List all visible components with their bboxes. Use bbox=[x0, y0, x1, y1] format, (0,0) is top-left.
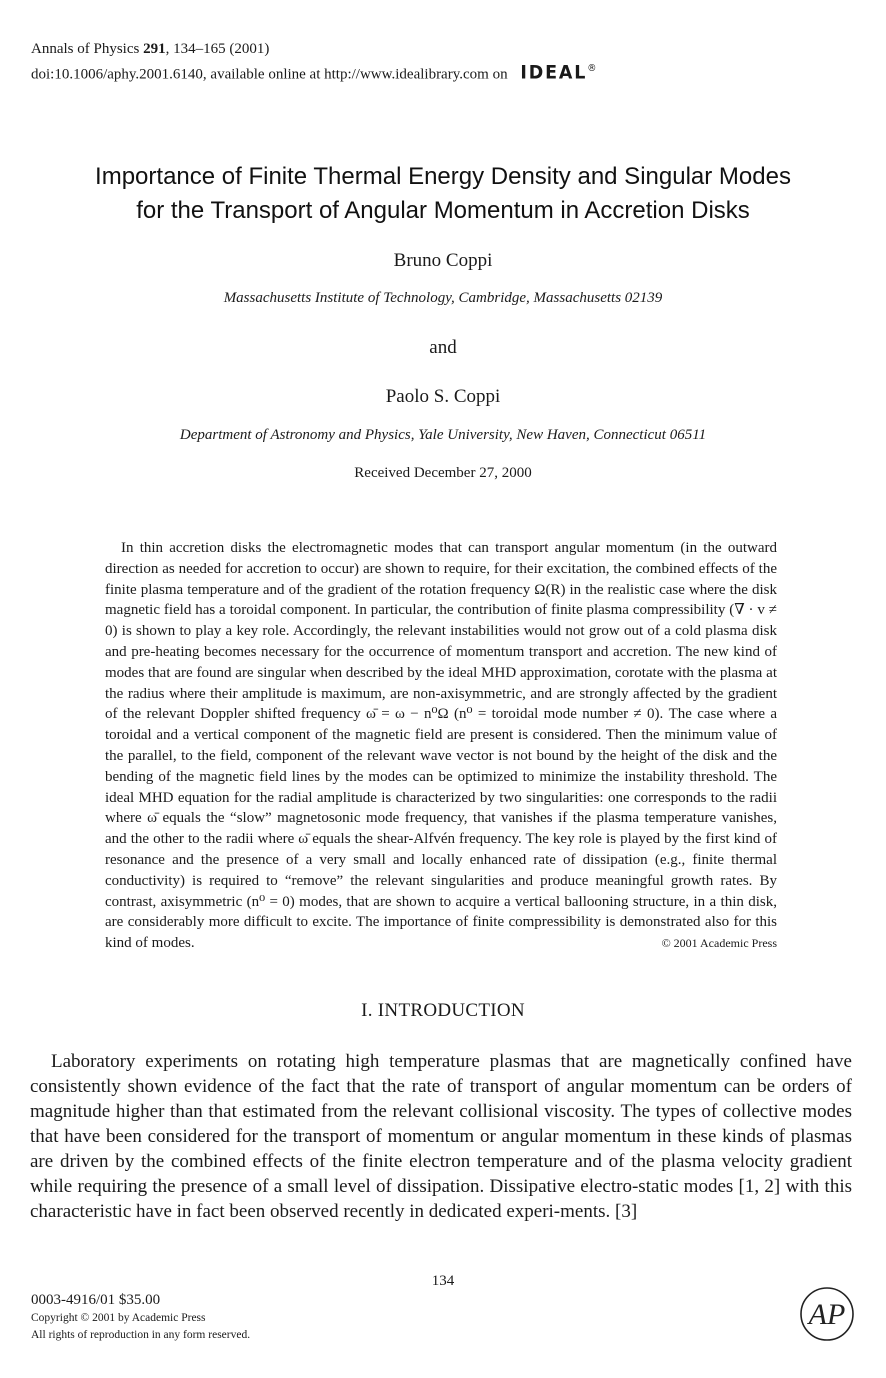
doi-line bbox=[31, 59, 602, 84]
title-line-1: Importance of Finite Thermal Energy Density and Singular Modes bbox=[95, 163, 791, 190]
author-2: Paolo S. Coppi bbox=[385, 386, 501, 407]
section-heading-introduction: I. INTRODUCTION bbox=[361, 1000, 525, 1021]
received-date: Received December 27, 2000 bbox=[354, 465, 532, 481]
journal-citation bbox=[31, 39, 602, 59]
footer-rights: All rights of reproduction in any form reserved. bbox=[31, 1329, 251, 1341]
footer-price: 0003-4916/01 $35.00 bbox=[31, 1292, 161, 1308]
registered-mark: ® bbox=[587, 63, 599, 74]
footer bbox=[31, 1290, 250, 1344]
ideal-logo-text: IDEAL bbox=[520, 61, 588, 84]
academic-press-logo bbox=[799, 1286, 855, 1342]
author-1: Bruno Coppi bbox=[393, 250, 493, 271]
abstract-copyright: © 2001 Academic Press bbox=[661, 936, 777, 951]
title-line-2: for the Transport of Angular Momentum in Accretion Disks bbox=[136, 197, 750, 224]
abstract bbox=[105, 538, 777, 954]
affiliation-2: Department of Astronomy and Physics, Yale University, New Haven, Connecticut 06511 bbox=[179, 427, 707, 443]
ideal-logo bbox=[521, 59, 599, 82]
journal-pages-year: , 134–165 (2001) bbox=[165, 41, 270, 57]
journal-header bbox=[31, 39, 602, 84]
author-conjunction: and bbox=[429, 337, 457, 358]
page-number: 134 bbox=[431, 1273, 455, 1289]
abstract-text: In thin accretion disks the electromagnetic modes that can transport angular momentum (in the outward direction as needed for accretion to occur) are shown to require, for their excitation, the combined effects of the finite plasma temperature and of the gradient of the rotation frequency Ω(R) in the realistic case where the disk magnetic field has a toroidal component. In particular, the contribution of finite plasma compressibility (∇ · v ≠ 0) is shown to play a key role. Accordingly, the relevant instabilities would not grow out of a cold plasma disk and pre-heating becomes necessary for the occurrence of momentum transport and accretion. The new kind of modes that are found are singular when described by the ideal MHD approximation, corotate with the plasma at the radius where their amplitude is maximum, are non-axisymmetric, and are strongly affected by the gradient of the relevant Doppler shifted frequency ω̄ = ω − n⁰Ω (n⁰ = toroidal mode number ≠ 0). The case where a toroidal and a vertical component of the magnetic field are present is considered. Then the minimum value of the parallel, to the field, component of the relevant wave vector is not bound by the height of the disk and the bending of the magnetic field lines by the modes can be optimized to minimize the instability threshold. The ideal MHD equation for the radial amplitude is characterized by two singularities: one corresponds to the radii where ω̄ equals the “slow” magnetosonic mode frequency, that vanishes if the plasma temperature vanishes, and the other to the radii where ω̄ equals the shear-Alfvén frequency. The key role is played by the first kind of resonance and the presence of a very small and locally enhanced rate of dissipation (e.g., finite thermal conductivity) is required to “remove” the relevant singularities and produce meaningful growth rates. By contrast, axisymmetric (n⁰ = 0) modes, that are shown to acquire a vertical ballooning structure, in a thin disk, are considerably more difficult to excite. The importance of finite compressibility is demonstrated also for this kind of modes. bbox=[105, 540, 777, 952]
footer-copyright: Copyright © 2001 by Academic Press bbox=[31, 1312, 206, 1324]
introduction-paragraph: Laboratory experiments on rotating high temperature plasmas that are magnetically confined have consistently shown evidence of the fact that the rate of transport of angular momentum can be orders of magnitude higher than that estimated from the relevant collisional viscosity. The types of collective modes that have been considered for the transport of momentum or angular momentum in these kinds of plasmas are driven by the combined effects of the finite electron temperature and of the plasma velocity gradient while requiring the presence of a small level of dissipation. Dissipative electro-static modes [1, 2] with this characteristic have in fact been observed recently in dedicated experi-ments. [3] bbox=[30, 1051, 852, 1222]
journal-name: Annals of Physics bbox=[31, 41, 140, 57]
journal-volume: 291 bbox=[143, 41, 166, 57]
logo-letters: AP bbox=[808, 1298, 846, 1331]
paper-title bbox=[40, 160, 846, 228]
doi-text: doi:10.1006/aphy.2001.6140, available online at http://www.idealibrary.com on bbox=[31, 66, 508, 83]
affiliation-1: Massachusetts Institute of Technology, Cambridge, Massachusetts 02139 bbox=[223, 290, 663, 306]
